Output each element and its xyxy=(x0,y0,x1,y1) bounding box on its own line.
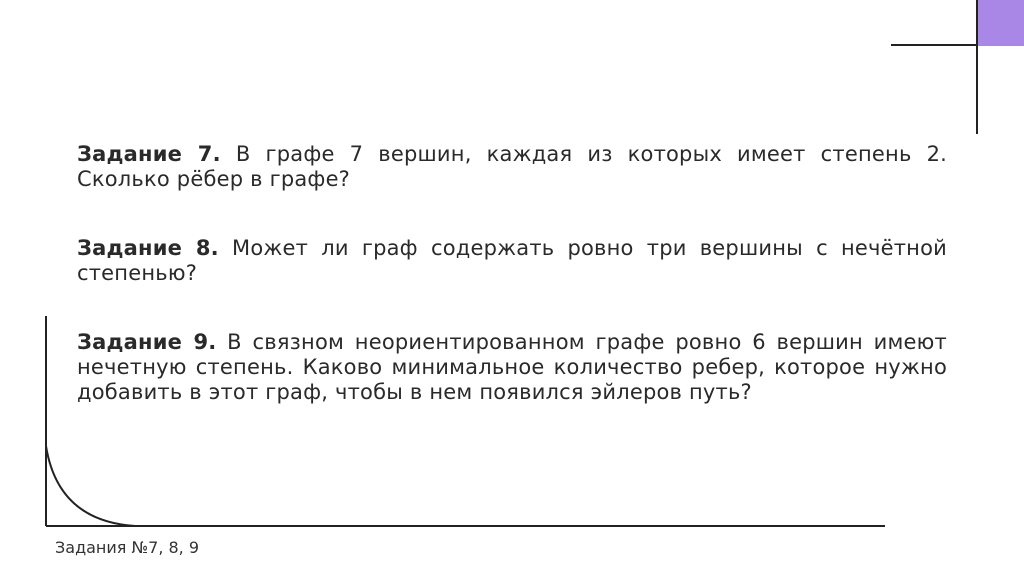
task-7-text: В графе 7 вершин, каждая из которых имеет степень 2. Сколько рёбер в графе? xyxy=(77,142,948,191)
task-7-label: Задание 7. xyxy=(77,142,221,166)
task-list xyxy=(77,142,947,449)
task-7 xyxy=(77,142,947,192)
task-8 xyxy=(77,236,947,286)
task-9 xyxy=(77,330,947,405)
slide-footer: Задания №7, 8, 9 xyxy=(55,538,200,557)
corner-vertical-line xyxy=(976,0,978,134)
task-9-text: В связном неориентированном графе ровно 6 вершин имеют нечетную степень. Каково минимальное количество ребер, которое нужно добавить в этот граф, чтобы в нем появился эйлеров путь? xyxy=(77,330,947,404)
accent-square xyxy=(978,0,1024,46)
task-8-text: Может ли граф содержать ровно три вершины с нечётной степенью? xyxy=(77,236,947,285)
task-9-label: Задание 9. xyxy=(77,330,217,354)
task-8-label: Задание 8. xyxy=(77,236,219,260)
corner-horizontal-line xyxy=(891,44,978,46)
